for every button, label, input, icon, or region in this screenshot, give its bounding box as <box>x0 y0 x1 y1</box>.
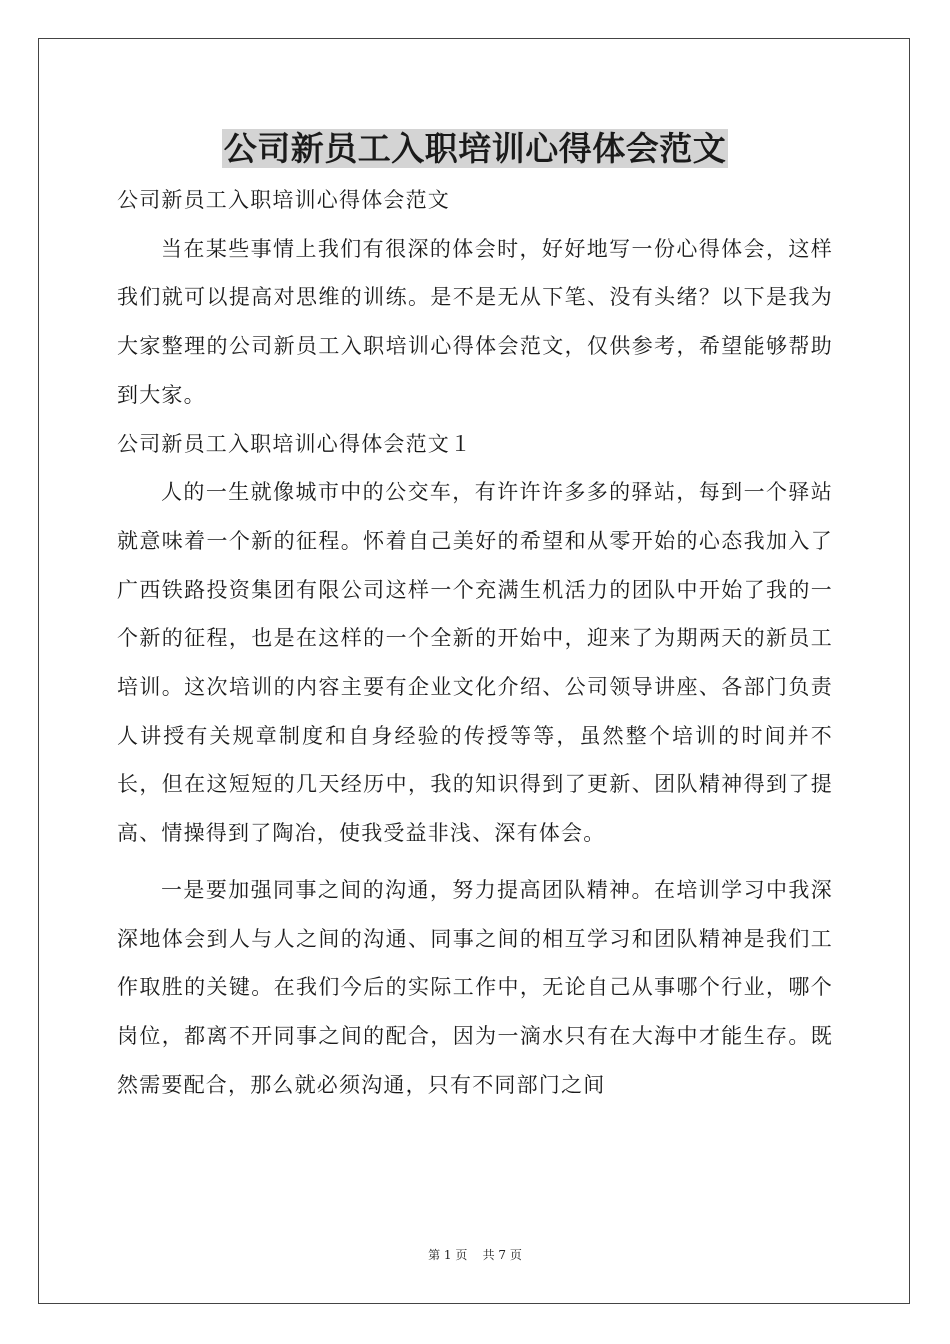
document-title-text: 公司新员工入职培训心得体会范文 <box>223 129 727 168</box>
body-paragraph-2: 一是要加强同事之间的沟通，努力提高团队精神。在培训学习中我深深地体会到人与人之间的沟通、同事之间的相互学习和团队精神是我们工作取胜的关键。在我们今后的实际工作中，无论自己从事哪个行业，哪个岗位，都离不开同事之间的配合，因为一滴水只有在大海中才能生存。既然需要配合，那么就必须沟通，只有不同部门之间 <box>117 877 833 1097</box>
document-body <box>117 176 833 1109</box>
page-number-footer: 第 1 页 共 7 页 <box>428 1248 522 1262</box>
document-subtitle: 公司新员工入职培训心得体会范文 <box>117 188 450 212</box>
body-paragraph-1: 人的一生就像城市中的公交车，有许许许多多的驿站，每到一个驿站就意味着一个新的征程。怀着自己美好的希望和从零开始的心态我加入了广西铁路投资集团有限公司这样一个充满生机活力的团队中开始了我的一个新的征程，也是在这样的一个全新的开始中，迎来了为期两天的新员工培训。这次培训的内容主要有企业文化介绍、公司领导讲座、各部门负责人讲授有关规章制度和自身经验的传授等等，虽然整个培训的时间并不长，但在这短短的几天经历中，我的知识得到了更新、团队精神得到了提高、情操得到了陶冶，使我受益非浅、深有体会。 <box>117 480 833 846</box>
section-heading: 公司新员工入职培训心得体会范文１ <box>117 431 473 456</box>
intro-paragraph: 当在某些事情上我们有很深的体会时，好好地写一份心得体会，这样我们就可以提高对思维的训练。是不是无从下笔、没有头绪？以下是我为大家整理的公司新员工入职培训心得体会范文，仅供参考，希望能够帮助到大家。 <box>117 236 833 407</box>
document-title <box>0 126 950 172</box>
